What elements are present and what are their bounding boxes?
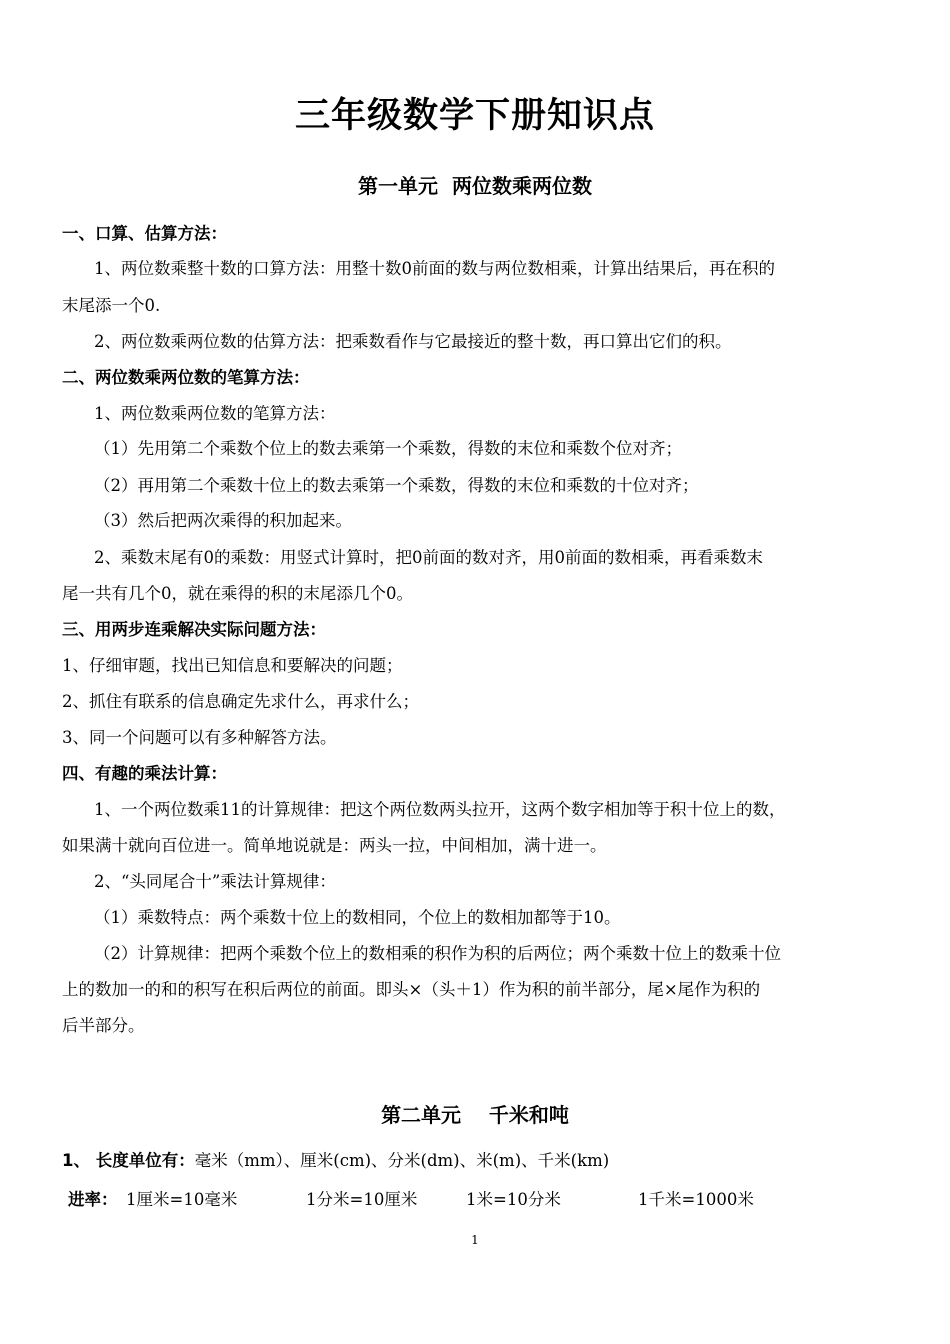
length-units-label: 1、 长度单位有： <box>62 1151 195 1170</box>
rate-label: 进率： <box>68 1190 118 1209</box>
section4-p2: 2、“头同尾合十”乘法计算规律： <box>94 872 336 891</box>
section4-rule2-line1: （2）计算规律：把两个乘数个位上的数相乘的积作为积的后两位；两个乘数十位上的数乘十位 <box>94 944 781 963</box>
unit1-title: 第一单元 两位数乘两位数 <box>358 174 592 198</box>
page-number: 1 <box>471 1233 479 1247</box>
section4-rule2-line2: 上的数加一的和的积写在积后两位的前面。即头×（头＋1）作为积的前半部分，尾×尾作为积的 <box>62 980 761 999</box>
section4-p1-line2: 如果满十就向百位进一。简单地说就是：两头一拉，中间相加，满十进一。 <box>62 836 607 855</box>
document-title: 三年级数学下册知识点 <box>294 96 655 136</box>
section4-rule2-line3: 后半部分。 <box>62 1016 145 1035</box>
rate-km-m: 1千米=1000米 <box>638 1190 754 1209</box>
length-units-list: 毫米（mm）、厘米(cm)、分米(dm)、米(m)、千米(km) <box>194 1151 610 1170</box>
section2-p2-line2: 尾一共有几个0，就在乘得的积的末尾添几个0。 <box>62 584 413 603</box>
section2-step3: （3）然后把两次乘得的积加起来。 <box>94 511 352 530</box>
section3-item-1: 1、仔细审题，找出已知信息和要解决的问题； <box>62 656 403 675</box>
length-units-line <box>62 1150 609 1172</box>
rate-cm-mm: 1厘米=10毫米 <box>126 1190 238 1209</box>
section4-rule1: （1）乘数特点：两个乘数十位上的数相同，个位上的数相加都等于10。 <box>94 908 621 927</box>
rate-dm-cm: 1分米=10厘米 <box>306 1190 418 1209</box>
section1-heading: 一、口算、估算方法： <box>62 224 227 243</box>
unit2-title: 第二单元 千米和吨 <box>381 1103 569 1127</box>
section4-heading: 四、有趣的乘法计算： <box>62 764 227 783</box>
section2-step1: （1）先用第二个乘数个位上的数去乘第一个乘数，得数的末位和乘数个位对齐； <box>94 439 682 458</box>
section2-p1: 1、两位数乘两位数的笔算方法： <box>94 404 336 423</box>
rate-m-dm: 1米=10分米 <box>466 1190 561 1209</box>
section4-p1-line1: 1、一个两位数乘11的计算规律：把这个两位数两头拉开，这两个数字相加等于积十位上的数， <box>94 800 786 819</box>
section2-heading: 二、两位数乘两位数的笔算方法： <box>62 368 310 387</box>
section2-step2: （2）再用第二个乘数十位上的数去乘第一个乘数，得数的末位和乘数的十位对齐； <box>94 476 699 495</box>
section2-p2-line1: 2、乘数末尾有0的乘数：用竖式计算时，把0前面的数对齐，用0前面的数相乘，再看乘数末 <box>94 548 763 567</box>
section1-p1-line2: 末尾添一个0. <box>62 296 161 315</box>
section3-item-2: 2、抓住有联系的信息确定先求什么，再求什么； <box>62 692 419 711</box>
section3-heading: 三、用两步连乘解决实际问题方法： <box>62 620 326 639</box>
section1-p2: 2、两位数乘两位数的估算方法：把乘数看作与它最接近的整十数，再口算出它们的积。 <box>94 332 732 351</box>
section1-p1-line1: 1、两位数乘整十数的口算方法：用整十数0前面的数与两位数相乘，计算出结果后，再在积的 <box>94 259 775 278</box>
section3-item-3: 3、同一个问题可以有多种解答方法。 <box>62 728 337 747</box>
